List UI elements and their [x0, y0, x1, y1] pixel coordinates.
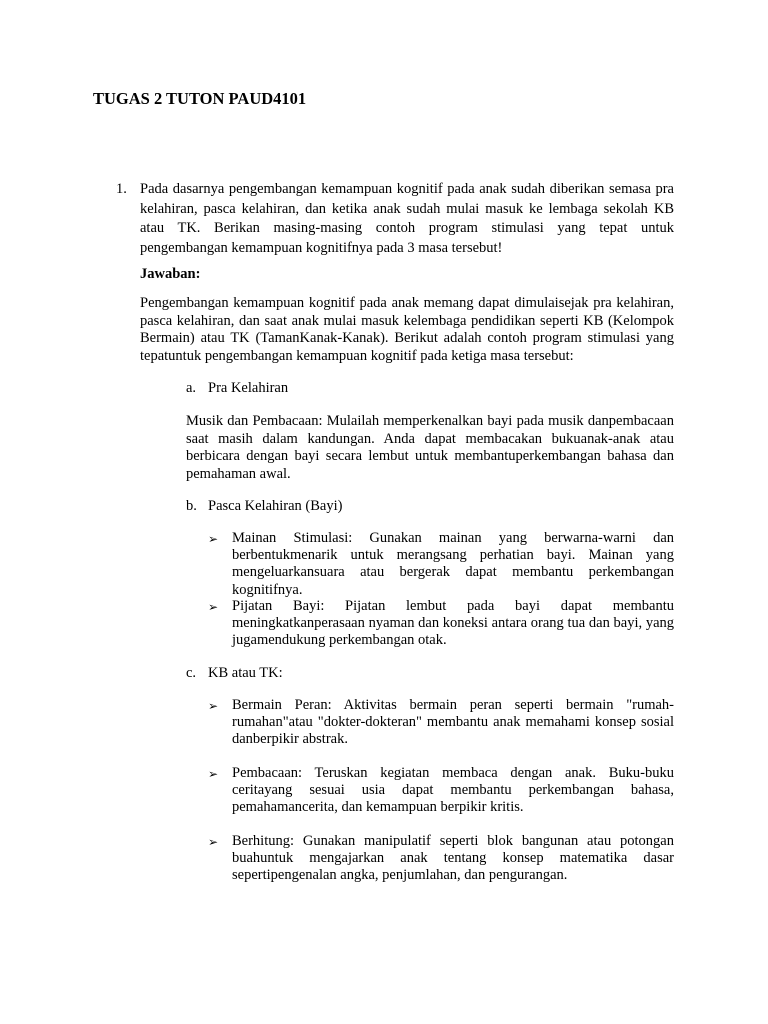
bullet-text: Pembacaan: Teruskan kegiatan membaca dengan anak. Buku-buku ceritayang sesuai usia dapat membantu perkembangan bahasa, pemahamancerita, dan kemampuan berpikir kritis.	[232, 765, 674, 816]
bullet-text: Berhitung: Gunakan manipulatif seperti blok bangunan atau potongan buahuntuk mengajarkan anak tentang konsep matematika dasar sepertipengenalan angka, penjumlahan, dan pengurangan.	[232, 833, 674, 884]
section-b-letter: b.	[186, 498, 197, 514]
section-b-title: Pasca Kelahiran (Bayi)	[208, 498, 343, 514]
list-item	[208, 598, 674, 650]
arrow-bullet-icon: ➢	[208, 600, 219, 614]
question-text: Pada dasarnya pengembangan kemampuan kognitif pada anak sudah diberikan semasa pra kelahiran, pasca kelahiran, dan ketika anak sudah mulai masuk ke lembaga sekolah KB atau TK. Berikan masing-masing contoh program stimulasi yang tepat untuk pengembangan kemampuan kognitifnya pada 3 masa tersebut!	[140, 181, 674, 256]
list-item	[208, 530, 674, 598]
bullet-text: Mainan Stimulasi: Gunakan mainan yang berwarna-warni dan berbentukmenarik untuk merangsang perhatian bayi. Mainan yang mengeluarkansuara atau bergerak dapat membantu perkembangan kognitifnya.	[232, 530, 674, 598]
arrow-bullet-icon: ➢	[208, 699, 219, 713]
bullet-text: Bermain Peran: Aktivitas bermain peran seperti bermain "rumah-rumahan"atau "dokter-dokteran" membantu anak memahami konsep sosial danberpikir abstrak.	[232, 697, 674, 748]
list-item	[208, 697, 674, 749]
question-number: 1.	[116, 181, 127, 197]
section-c-title: KB atau TK:	[208, 665, 283, 681]
bullet-text: Pijatan Bayi: Pijatan lembut pada bayi dapat membantu meningkatkanperasaan nyaman dan koneksi antara orang tua dan bayi, yang jugamendukung perkembangan otak.	[232, 598, 674, 649]
arrow-bullet-icon: ➢	[208, 532, 219, 546]
answer-label: Jawaban:	[140, 266, 201, 282]
arrow-bullet-icon: ➢	[208, 767, 219, 781]
list-item	[208, 833, 674, 885]
answer-intro: Pengembangan kemampuan kognitif pada anak memang dapat dimulaisejak pra kelahiran, pasca kelahiran, dan saat anak mulai masuk kelembaga pendidikan seperti KB (Kelompok Bermain) atau TK (TamanKanak-Kanak). Berikut adalah contoh program stimulasi yang tepatuntuk pengembangan kemampuan kognitif pada ketiga masa tersebut:	[140, 295, 674, 364]
list-item	[208, 765, 674, 817]
section-a-title: Pra Kelahiran	[208, 380, 289, 396]
arrow-bullet-icon: ➢	[208, 835, 219, 849]
document-title: TUGAS 2 TUTON PAUD4101	[93, 89, 307, 108]
section-a-paragraph: Musik dan Pembacaan: Mulailah memperkenalkan bayi pada musik danpembacaan saat masih dalam kandungan. Anda dapat membacakan bukuanak-anak atau berbicara dengan bayi secara lembut untuk membantuperkembangan bahasa dan pemahaman awal.	[186, 413, 674, 482]
section-c-letter: c.	[186, 665, 197, 681]
section-a-letter: a.	[186, 380, 197, 396]
